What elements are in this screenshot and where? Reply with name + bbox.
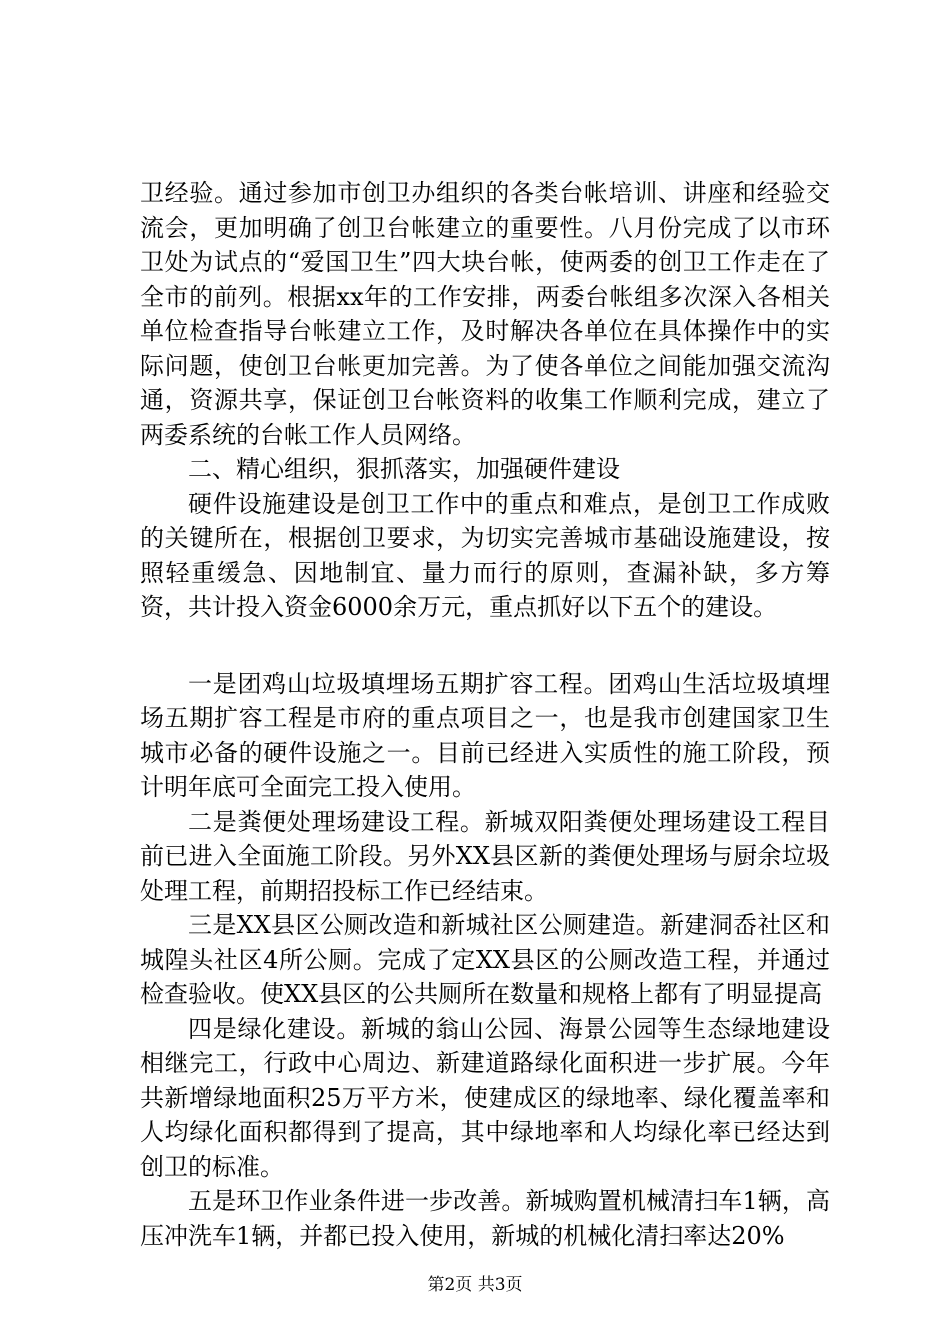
paragraph-item-1: 一是团鸡山垃圾填埋场五期扩容工程。团鸡山生活垃圾填埋场五期扩容工程是市府的重点项目之一，也是我市创建国家卫生城市必备的硬件设施之一。目前已经进入实质性的施工阶段，预计明年底可全面完工投入使用。 <box>140 669 830 801</box>
paragraph-hardware-intro: 硬件设施建设是创卫工作中的重点和难点，是创卫工作成败的关键所在，根据创卫要求，为切实完善城市基础设施建设，按照轻重缓急、因地制宜、量力而行的原则，查漏补缺，多方筹资，共计投入资金6000余万元，重点抓好以下五个的建设。 <box>140 489 830 621</box>
paragraph-spacer <box>140 625 830 667</box>
paragraph-continuation: 卫经验。通过参加市创卫办组织的各类台帐培训、讲座和经验交流会，更加明确了创卫台帐建立的重要性。八月份完成了以市环卫处为试点的“爱国卫生”四大块台帐，使两委的创卫工作走在了全市的前列。根据xx年的工作安排，两委台帐组多次深入各相关单位检查指导台帐建立工作，及时解决各单位在具体操作中的实际问题，使创卫台帐更加完善。为了使各单位之间能加强交流沟通，资源共享，保证创卫台帐资料的收集工作顺利完成，建立了两委系统的台帐工作人员网络。 <box>140 179 830 449</box>
document-body <box>140 176 830 1253</box>
paragraph-item-4: 四是绿化建设。新城的翁山公园、海景公园等生态绿地建设相继完工，行政中心周边、新建道路绿化面积进一步扩展。今年共新增绿地面积25万平方米，使建成区的绿地率、绿化覆盖率和人均绿化面积都得到了提高，其中绿地率和人均绿化率已经达到创卫的标准。 <box>140 1014 830 1181</box>
page-number-footer: 第2页 共3页 <box>427 1275 523 1295</box>
paragraph-item-2: 二是粪便处理场建设工程。新城双阳粪便处理场建设工程目前已进入全面施工阶段。另外XX县区新的粪便处理场与厨余垃圾处理工程，前期招投标工作已经结束。 <box>140 807 830 905</box>
section-heading: 二、精心组织，狠抓落实，加强硬件建设 <box>188 455 620 483</box>
paragraph-item-5: 五是环卫作业条件进一步改善。新城购置机械清扫车1辆，高压冲洗车1辆，并都已投入使用，新城的机械化清扫率达20% <box>140 1187 830 1250</box>
paragraph-item-3: 三是XX县区公厕改造和新城社区公厕建造。新建洞岙社区和城隍头社区4所公厕。完成了定XX县区的公厕改造工程，并通过检查验收。使XX县区的公共厕所在数量和规格上都有了明显提高 <box>140 911 830 1008</box>
